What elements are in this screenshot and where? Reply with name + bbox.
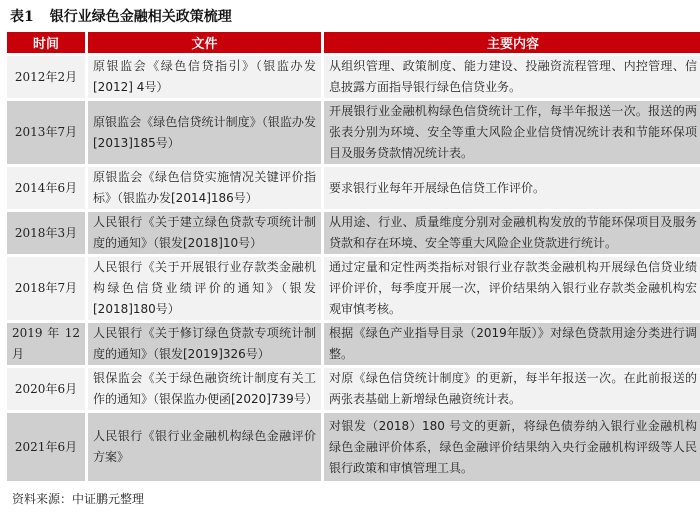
cell-time: 2019 年 12 月 (7, 323, 85, 365)
table-row (7, 56, 700, 98)
cell-content: 从组织管理、政策制度、能力建设、投融资流程管理、内控管理、信息披露方面指导银行绿色信贷业务。 (324, 56, 700, 98)
header-time: 时间 (7, 32, 85, 53)
policy-table (4, 29, 700, 484)
table-title (10, 6, 232, 28)
cell-content: 对银发（2018）180 号文的更新，将绿色债券纳入银行业金融机构绿色金融评价体系，绿色金融评价结果纳入央行金融机构评级等人民银行政策和审慎管理工具。 (324, 413, 700, 481)
cell-content: 要求银行业每年开展绿色信贷工作评价。 (324, 167, 700, 209)
cell-document: 银保监会《关于绿色融资统计制度有关工作的通知》（银保监办便函[2020]739号） (88, 368, 321, 410)
table-title-text: 银行业绿色金融相关政策梳理 (49, 9, 232, 25)
cell-document: 人民银行《关于修订绿色贷款专项统计制度的通知》（银发[2019]326号） (88, 323, 321, 365)
cell-document: 原银监会《绿色信贷指引》（银监办发[2012] 4号） (88, 56, 321, 98)
cell-document: 人民银行《关于开展银行业存款类金融机构绿色信贷业绩评价的通知》（银发[2018]180号） (88, 257, 321, 320)
header-document: 文件 (88, 32, 321, 53)
header-content: 主要内容 (324, 32, 700, 53)
table-row (7, 323, 700, 365)
cell-content: 从用途、行业、质量维度分别对金融机构发放的节能环保项目及服务贷款和存在环境、安全等重大风险企业贷款进行统计。 (324, 212, 700, 254)
cell-time: 2021年6月 (7, 413, 85, 481)
table-row (7, 101, 700, 164)
cell-content: 对原《绿色信贷统计制度》的更新，每半年报送一次。在此前报送的两张表基础上新增绿色融资统计表。 (324, 368, 700, 410)
cell-document: 原银监会《绿色信贷统计制度》（银监办发[2013]185号） (88, 101, 321, 164)
table-row (7, 212, 700, 254)
cell-time: 2020年6月 (7, 368, 85, 410)
table-header-row (7, 32, 700, 53)
cell-time: 2012年2月 (7, 56, 85, 98)
table-row (7, 257, 700, 320)
source-note: 资料来源：中证鹏元整理 (12, 492, 145, 506)
cell-document: 人民银行《关于建立绿色贷款专项统计制度的通知》（银发[2018]10号） (88, 212, 321, 254)
table-row (7, 413, 700, 481)
cell-content: 根据《绿色产业指导目录（2019年版）》对绿色贷款用途分类进行调整。 (324, 323, 700, 365)
cell-content: 开展银行业金融机构绿色信贷统计工作，每半年报送一次。报送的两张表分别为环境、安全等重大风险企业信贷情况统计表和节能环保项目及服务贷款情况统计表。 (324, 101, 700, 164)
cell-time: 2018年3月 (7, 212, 85, 254)
cell-content: 通过定量和定性两类指标对银行业存款类金融机构开展绿色信贷业绩评价评价，每季度开展一次，评价结果纳入银行业存款类金融机构宏观审慎考核。 (324, 257, 700, 320)
cell-time: 2013年7月 (7, 101, 85, 164)
table-row (7, 167, 700, 209)
cell-time: 2014年6月 (7, 167, 85, 209)
table-row (7, 368, 700, 410)
cell-document: 原银监会《绿色信贷实施情况关键评价指标》（银监办发[2014]186号） (88, 167, 321, 209)
table-number: 表1 (10, 9, 34, 25)
cell-document: 人民银行《银行业金融机构绿色金融评价方案》 (88, 413, 321, 481)
cell-time: 2018年7月 (7, 257, 85, 320)
